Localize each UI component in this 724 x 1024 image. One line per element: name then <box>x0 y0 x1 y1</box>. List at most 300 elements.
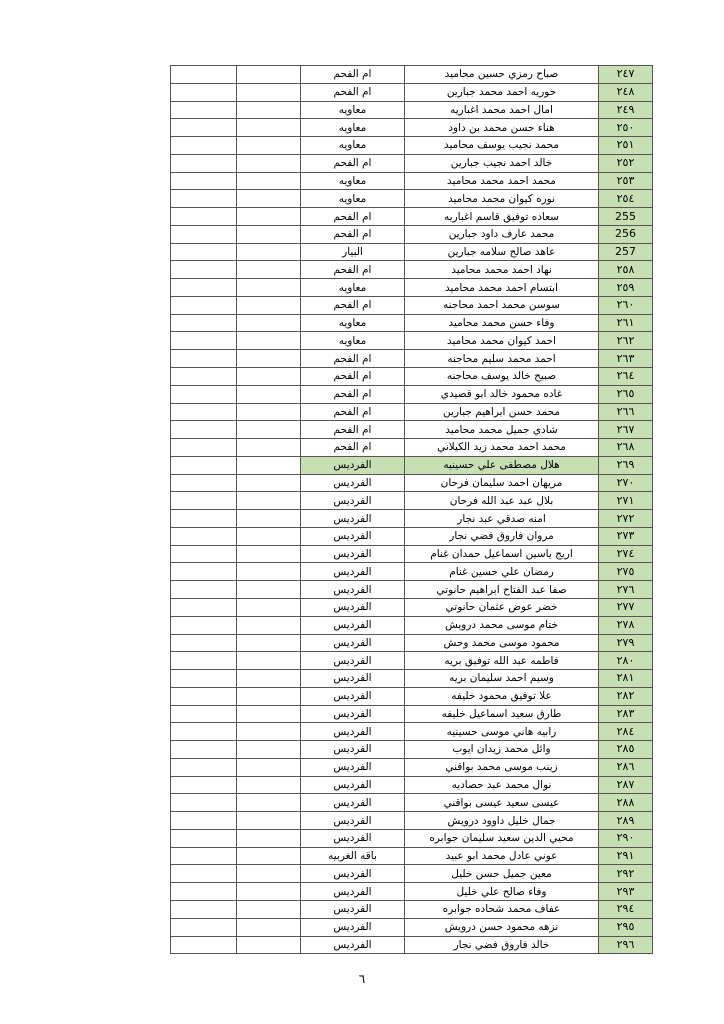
town-cell: ام الفحم <box>301 350 405 368</box>
number-cell: ٢٧٥ <box>599 563 653 581</box>
blank-cell-1 <box>171 101 237 119</box>
blank-cell-2 <box>237 332 301 350</box>
name-cell: خالد فاروق فضي نجار <box>405 936 599 954</box>
table-row <box>171 279 653 297</box>
town-cell: معاويه <box>301 172 405 190</box>
number-cell: 255 <box>599 208 653 226</box>
table-row <box>171 154 653 172</box>
blank-cell-1 <box>171 545 237 563</box>
table-row <box>171 918 653 936</box>
number-cell: ٢٦٧ <box>599 421 653 439</box>
table-row <box>171 527 653 545</box>
name-cell: محمد عارف داود جبارين <box>405 225 599 243</box>
number-cell: ٢٨٦ <box>599 758 653 776</box>
blank-cell-2 <box>237 456 301 474</box>
name-cell: هناء حسن محمد بن داود <box>405 119 599 137</box>
number-cell: ٢٥٤ <box>599 190 653 208</box>
table-row <box>171 865 653 883</box>
town-cell: معاويه <box>301 279 405 297</box>
table-row <box>171 403 653 421</box>
blank-cell-1 <box>171 883 237 901</box>
blank-cell-1 <box>171 208 237 226</box>
name-cell: عوني عادل محمد ابو عبيد <box>405 847 599 865</box>
town-cell: الفرديس <box>301 616 405 634</box>
name-cell: خضر عوض عثمان حانوتي <box>405 598 599 616</box>
blank-cell-2 <box>237 545 301 563</box>
number-cell: ٢٩٢ <box>599 865 653 883</box>
name-cell: صبيح خالد يوسف محاجنه <box>405 368 599 386</box>
name-cell: سوسن محمد احمد محاجنه <box>405 296 599 314</box>
town-cell: البيار <box>301 243 405 261</box>
blank-cell-2 <box>237 350 301 368</box>
town-cell: الفرديس <box>301 652 405 670</box>
number-cell: ٢٤٩ <box>599 101 653 119</box>
blank-cell-2 <box>237 439 301 457</box>
blank-cell-2 <box>237 243 301 261</box>
name-cell: صفا عبد الفتاح ابراهيم حانوتي <box>405 581 599 599</box>
blank-cell-1 <box>171 225 237 243</box>
number-cell: ٢٧١ <box>599 492 653 510</box>
name-cell: وسيم احمد سليمان بريه <box>405 670 599 688</box>
name-cell: محيي الدين سعيد سليمان جوابره <box>405 829 599 847</box>
number-cell: ٢٨١ <box>599 670 653 688</box>
number-cell: ٢٤٧ <box>599 66 653 84</box>
name-cell: نهاد احمد محمد محاميد <box>405 261 599 279</box>
table-row <box>171 66 653 84</box>
number-cell: ٢٦١ <box>599 314 653 332</box>
town-cell: ام الفحم <box>301 403 405 421</box>
number-cell: ٢٩٤ <box>599 900 653 918</box>
town-cell: ام الفحم <box>301 66 405 84</box>
table-row <box>171 812 653 830</box>
blank-cell-2 <box>237 616 301 634</box>
blank-cell-2 <box>237 119 301 137</box>
number-cell: ٢٩٠ <box>599 829 653 847</box>
name-cell: علا توفيق محمود خليفه <box>405 687 599 705</box>
number-cell: ٢٨٠ <box>599 652 653 670</box>
name-cell: اريج ياسين اسماعيل حمدان غنام <box>405 545 599 563</box>
blank-cell-2 <box>237 279 301 297</box>
town-cell: الفرديس <box>301 705 405 723</box>
blank-cell-2 <box>237 687 301 705</box>
blank-cell-1 <box>171 350 237 368</box>
town-cell: الفرديس <box>301 527 405 545</box>
blank-cell-2 <box>237 510 301 528</box>
blank-cell-1 <box>171 190 237 208</box>
table-row <box>171 243 653 261</box>
number-cell: ٢٨٣ <box>599 705 653 723</box>
table-row <box>171 119 653 137</box>
blank-cell-2 <box>237 492 301 510</box>
table-row <box>171 368 653 386</box>
blank-cell-2 <box>237 190 301 208</box>
name-cell: حوريه احمد محمد جبارين <box>405 83 599 101</box>
blank-cell-2 <box>237 598 301 616</box>
table-row <box>171 332 653 350</box>
blank-cell-1 <box>171 741 237 759</box>
table-row <box>171 190 653 208</box>
blank-cell-1 <box>171 723 237 741</box>
blank-cell-2 <box>237 137 301 155</box>
table-row <box>171 900 653 918</box>
table-row <box>171 101 653 119</box>
blank-cell-2 <box>237 314 301 332</box>
town-cell: معاويه <box>301 314 405 332</box>
number-cell: ٢٩١ <box>599 847 653 865</box>
town-cell: ام الفحم <box>301 225 405 243</box>
blank-cell-2 <box>237 83 301 101</box>
number-cell: ٢٥٨ <box>599 261 653 279</box>
blank-cell-1 <box>171 154 237 172</box>
table-row <box>171 492 653 510</box>
name-cell: وائل محمد زيدان ايوب <box>405 741 599 759</box>
number-cell: 256 <box>599 225 653 243</box>
town-cell: الفرديس <box>301 794 405 812</box>
blank-cell-2 <box>237 829 301 847</box>
table-row <box>171 687 653 705</box>
blank-cell-2 <box>237 154 301 172</box>
name-cell: مريهان احمد سليمان فرحان <box>405 474 599 492</box>
town-cell: معاويه <box>301 119 405 137</box>
blank-cell-1 <box>171 900 237 918</box>
table-row <box>171 208 653 226</box>
town-cell: ام الفحم <box>301 296 405 314</box>
blank-cell-2 <box>237 368 301 386</box>
town-cell: الفرديس <box>301 545 405 563</box>
town-cell: الفرديس <box>301 883 405 901</box>
blank-cell-2 <box>237 900 301 918</box>
number-cell: ٢٥١ <box>599 137 653 155</box>
blank-cell-2 <box>237 705 301 723</box>
blank-cell-2 <box>237 670 301 688</box>
town-cell: الفرديس <box>301 510 405 528</box>
number-cell: ٢٩٣ <box>599 883 653 901</box>
blank-cell-2 <box>237 652 301 670</box>
name-cell: سعاده توفيق قاسم اغباريه <box>405 208 599 226</box>
blank-cell-2 <box>237 527 301 545</box>
blank-cell-1 <box>171 829 237 847</box>
table-row <box>171 474 653 492</box>
blank-cell-2 <box>237 172 301 190</box>
table-row <box>171 705 653 723</box>
blank-cell-2 <box>237 758 301 776</box>
table-row <box>171 296 653 314</box>
blank-cell-2 <box>237 101 301 119</box>
town-cell: الفرديس <box>301 456 405 474</box>
table-row <box>171 776 653 794</box>
number-cell: ٢٨٥ <box>599 741 653 759</box>
name-cell: ابتسام احمد محمد محاميد <box>405 279 599 297</box>
table-row <box>171 741 653 759</box>
blank-cell-1 <box>171 563 237 581</box>
registry-table <box>170 65 653 954</box>
name-cell: وفاء حسن محمد محاميد <box>405 314 599 332</box>
number-cell: ٢٧٧ <box>599 598 653 616</box>
name-cell: بلال عبد عبد الله فرحان <box>405 492 599 510</box>
page-number: ٦ <box>358 972 366 986</box>
name-cell: عفاف محمد شحاده جوابره <box>405 900 599 918</box>
town-cell: الفرديس <box>301 563 405 581</box>
name-cell: هلال مصطفى علي حسينيه <box>405 456 599 474</box>
name-cell: عيسى سعيد عيسى بواقني <box>405 794 599 812</box>
name-cell: شادي جميل محمد محاميد <box>405 421 599 439</box>
number-cell: ٢٦٤ <box>599 368 653 386</box>
name-cell: محمد احمد محمد محاميد <box>405 172 599 190</box>
blank-cell-1 <box>171 794 237 812</box>
number-cell: ٢٥٩ <box>599 279 653 297</box>
table-row <box>171 563 653 581</box>
table-row <box>171 652 653 670</box>
table-row <box>171 510 653 528</box>
number-cell: ٢٧٨ <box>599 616 653 634</box>
number-cell: ٢٨٤ <box>599 723 653 741</box>
town-cell: الفرديس <box>301 598 405 616</box>
name-cell: محمد نجيب يوسف محاميد <box>405 137 599 155</box>
name-cell: غاده محمود خالد ابو قصيدي <box>405 385 599 403</box>
blank-cell-2 <box>237 421 301 439</box>
town-cell: الفرديس <box>301 670 405 688</box>
blank-cell-1 <box>171 634 237 652</box>
blank-cell-2 <box>237 261 301 279</box>
blank-cell-1 <box>171 456 237 474</box>
table-row <box>171 723 653 741</box>
name-cell: رمضان علي حسين غنام <box>405 563 599 581</box>
table-row <box>171 936 653 954</box>
name-cell: نزهه محمود حسن درويش <box>405 918 599 936</box>
table-row <box>171 670 653 688</box>
blank-cell-2 <box>237 66 301 84</box>
number-cell: ٢٩٦ <box>599 936 653 954</box>
town-cell: الفرديس <box>301 865 405 883</box>
table-row <box>171 616 653 634</box>
town-cell: الفرديس <box>301 492 405 510</box>
blank-cell-1 <box>171 385 237 403</box>
blank-cell-2 <box>237 794 301 812</box>
blank-cell-1 <box>171 652 237 670</box>
table-row <box>171 314 653 332</box>
blank-cell-2 <box>237 296 301 314</box>
number-cell: ٢٥٣ <box>599 172 653 190</box>
name-cell: زينب موسى محمد بواقني <box>405 758 599 776</box>
town-cell: باقه الغربيه <box>301 847 405 865</box>
name-cell: مروان فاروق فضي نجار <box>405 527 599 545</box>
registry-table-body <box>171 66 653 954</box>
blank-cell-2 <box>237 723 301 741</box>
blank-cell-1 <box>171 172 237 190</box>
table-row <box>171 225 653 243</box>
table-row <box>171 456 653 474</box>
blank-cell-2 <box>237 776 301 794</box>
town-cell: معاويه <box>301 137 405 155</box>
name-cell: ختام موسى محمد درويش <box>405 616 599 634</box>
table-row <box>171 137 653 155</box>
town-cell: الفرديس <box>301 687 405 705</box>
number-cell: ٢٨٢ <box>599 687 653 705</box>
table-row <box>171 385 653 403</box>
table-row <box>171 794 653 812</box>
name-cell: نوال محمد عبد حصاديه <box>405 776 599 794</box>
number-cell: ٢٧٠ <box>599 474 653 492</box>
blank-cell-1 <box>171 847 237 865</box>
blank-cell-2 <box>237 741 301 759</box>
blank-cell-1 <box>171 776 237 794</box>
blank-cell-1 <box>171 332 237 350</box>
blank-cell-1 <box>171 66 237 84</box>
table-row <box>171 758 653 776</box>
town-cell: الفرديس <box>301 634 405 652</box>
table-row <box>171 829 653 847</box>
blank-cell-1 <box>171 296 237 314</box>
number-cell: ٢٨٧ <box>599 776 653 794</box>
name-cell: نوره كيوان محمد محاميد <box>405 190 599 208</box>
number-cell: ٢٧٩ <box>599 634 653 652</box>
blank-cell-2 <box>237 865 301 883</box>
blank-cell-1 <box>171 865 237 883</box>
number-cell: ٢٧٤ <box>599 545 653 563</box>
town-cell: ام الفحم <box>301 385 405 403</box>
number-cell: ٢٦٣ <box>599 350 653 368</box>
town-cell: معاويه <box>301 101 405 119</box>
town-cell: معاويه <box>301 190 405 208</box>
blank-cell-1 <box>171 670 237 688</box>
blank-cell-1 <box>171 421 237 439</box>
blank-cell-1 <box>171 261 237 279</box>
blank-cell-1 <box>171 279 237 297</box>
blank-cell-1 <box>171 474 237 492</box>
number-cell: ٢٥٢ <box>599 154 653 172</box>
number-cell: ٢٩٥ <box>599 918 653 936</box>
blank-cell-1 <box>171 758 237 776</box>
name-cell: رابيه هاني موسى حسينيه <box>405 723 599 741</box>
town-cell: الفرديس <box>301 741 405 759</box>
number-cell: ٢٤٨ <box>599 83 653 101</box>
number-cell: ٢٦٨ <box>599 439 653 457</box>
town-cell: الفرديس <box>301 936 405 954</box>
town-cell: الفرديس <box>301 581 405 599</box>
name-cell: محمود موسى محمد وحش <box>405 634 599 652</box>
number-cell: ٢٦٢ <box>599 332 653 350</box>
blank-cell-1 <box>171 598 237 616</box>
town-cell: الفرديس <box>301 918 405 936</box>
blank-cell-2 <box>237 208 301 226</box>
blank-cell-1 <box>171 527 237 545</box>
blank-cell-2 <box>237 403 301 421</box>
blank-cell-2 <box>237 474 301 492</box>
number-cell: ٢٧٣ <box>599 527 653 545</box>
table-row <box>171 350 653 368</box>
name-cell: جمال خليل داوود درويش <box>405 812 599 830</box>
number-cell: ٢٥٠ <box>599 119 653 137</box>
town-cell: ام الفحم <box>301 421 405 439</box>
table-row <box>171 172 653 190</box>
blank-cell-1 <box>171 812 237 830</box>
town-cell: معاويه <box>301 332 405 350</box>
blank-cell-1 <box>171 83 237 101</box>
table-row <box>171 421 653 439</box>
name-cell: عاهد صالح سلامه جبارين <box>405 243 599 261</box>
name-cell: خالد احمد نجيب جبارين <box>405 154 599 172</box>
table-row <box>171 83 653 101</box>
town-cell: الفرديس <box>301 474 405 492</box>
town-cell: الفرديس <box>301 723 405 741</box>
number-cell: ٢٨٩ <box>599 812 653 830</box>
blank-cell-1 <box>171 119 237 137</box>
town-cell: الفرديس <box>301 900 405 918</box>
name-cell: فاطمه عبد الله توفيق بريه <box>405 652 599 670</box>
blank-cell-1 <box>171 492 237 510</box>
town-cell: الفرديس <box>301 829 405 847</box>
town-cell: ام الفحم <box>301 83 405 101</box>
blank-cell-2 <box>237 918 301 936</box>
blank-cell-1 <box>171 403 237 421</box>
town-cell: ام الفحم <box>301 208 405 226</box>
table-row <box>171 545 653 563</box>
town-cell: الفرديس <box>301 776 405 794</box>
name-cell: محمد حسن ابراهيم جبارين <box>405 403 599 421</box>
blank-cell-2 <box>237 936 301 954</box>
name-cell: احمد محمد سليم محاجنه <box>405 350 599 368</box>
number-cell: ٢٨٨ <box>599 794 653 812</box>
town-cell: ام الفحم <box>301 439 405 457</box>
blank-cell-1 <box>171 243 237 261</box>
town-cell: ام الفحم <box>301 154 405 172</box>
table-row <box>171 581 653 599</box>
blank-cell-2 <box>237 563 301 581</box>
name-cell: معين جميل حسن خليل <box>405 865 599 883</box>
blank-cell-2 <box>237 634 301 652</box>
number-cell: ٢٦٩ <box>599 456 653 474</box>
blank-cell-2 <box>237 225 301 243</box>
number-cell: 257 <box>599 243 653 261</box>
table-row <box>171 598 653 616</box>
number-cell: ٢٧٦ <box>599 581 653 599</box>
blank-cell-1 <box>171 581 237 599</box>
table-row <box>171 439 653 457</box>
blank-cell-1 <box>171 705 237 723</box>
blank-cell-1 <box>171 510 237 528</box>
number-cell: ٢٦٠ <box>599 296 653 314</box>
table-row <box>171 634 653 652</box>
blank-cell-2 <box>237 847 301 865</box>
table-row <box>171 261 653 279</box>
name-cell: طارق سعيد اسماعيل خليفه <box>405 705 599 723</box>
town-cell: ام الفحم <box>301 368 405 386</box>
name-cell: امنه صدقي عبد نجار <box>405 510 599 528</box>
blank-cell-1 <box>171 687 237 705</box>
name-cell: محمد احمد محمد زيد الكيلاني <box>405 439 599 457</box>
blank-cell-1 <box>171 368 237 386</box>
blank-cell-1 <box>171 439 237 457</box>
blank-cell-1 <box>171 137 237 155</box>
name-cell: احمد كيوان محمد محاميد <box>405 332 599 350</box>
blank-cell-2 <box>237 581 301 599</box>
blank-cell-1 <box>171 314 237 332</box>
town-cell: الفرديس <box>301 758 405 776</box>
table-row <box>171 847 653 865</box>
name-cell: وفاء صالح علي خليل <box>405 883 599 901</box>
blank-cell-2 <box>237 812 301 830</box>
blank-cell-1 <box>171 918 237 936</box>
name-cell: امال احمد محمد اغباريه <box>405 101 599 119</box>
blank-cell-1 <box>171 616 237 634</box>
blank-cell-1 <box>171 936 237 954</box>
town-cell: الفرديس <box>301 812 405 830</box>
town-cell: ام الفحم <box>301 261 405 279</box>
blank-cell-2 <box>237 883 301 901</box>
table-row <box>171 883 653 901</box>
number-cell: ٢٧٢ <box>599 510 653 528</box>
number-cell: ٢٦٥ <box>599 385 653 403</box>
